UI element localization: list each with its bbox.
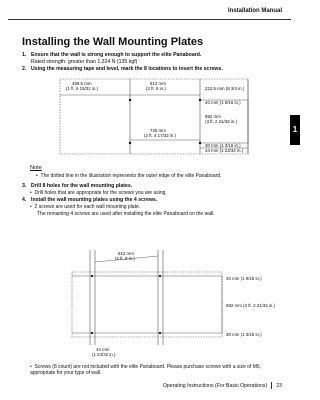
step-3-bullet-text: Drill holes that are appropriate for the screws you are using. xyxy=(34,190,167,196)
dim2-bottom-1: 44 mm xyxy=(96,347,110,352)
bullet-dot: • xyxy=(30,190,35,196)
step-4-text: Install the wall mounting plates using the 4 screws. xyxy=(31,197,158,203)
page-footer xyxy=(163,382,282,389)
dim2-r30: 30 mm (1 3/16 in.) xyxy=(226,332,262,337)
step-4-number: 4. xyxy=(22,197,27,203)
step-3-number: 3. xyxy=(22,183,27,189)
screw-mark xyxy=(91,275,93,277)
step-4-bullet-2-text: The remaining 4 screws are used after installing the elite Panaboard on the wall. xyxy=(37,211,215,217)
screw-mark xyxy=(199,99,201,101)
note-bullet xyxy=(36,173,276,179)
dim-mid-1: 725 mm xyxy=(150,128,166,133)
step-1-sub: Rated strength: greater than 1,324 N (135 kgf) xyxy=(31,58,138,65)
step-4 xyxy=(22,197,157,204)
footer-text: Operating Instructions (For Basic Operations) xyxy=(162,382,268,389)
dim-left-width-1: 469.5 mm xyxy=(72,81,92,86)
mounting-plates-diagram xyxy=(72,250,276,357)
step-4-bullet-1-text: 2 screws are used for each wall mounting plate. xyxy=(34,204,141,210)
manual-header-title: Installation Manual xyxy=(227,8,282,14)
final-bullet xyxy=(30,364,280,377)
dim2-top-2: (2 ft. 8 in.) xyxy=(115,256,135,261)
bullet-dot: • xyxy=(30,204,35,210)
bullet-dot: • xyxy=(30,364,35,370)
note-label: Note xyxy=(30,165,42,171)
dim2-bottom-2: (1 23/32 in.) xyxy=(92,352,116,357)
dim2-r982: 982 mm (3 ft. 2 21/32 in.) xyxy=(226,303,276,308)
bullet-dot: • xyxy=(36,173,41,179)
dim-left-width-2: (1 ft. 6 15/32 in.) xyxy=(66,86,98,91)
dim-top-width-2: (2 ft. 8 in.) xyxy=(146,86,166,91)
note-bullet-text: The dotted line in the illustration represents the outer edge of the elite Panaboard. xyxy=(40,173,222,179)
dim-top-width-1: 813 mm xyxy=(150,81,166,86)
screw-mark xyxy=(129,99,131,101)
step-3-bullet xyxy=(30,190,280,196)
page-number: 23 xyxy=(276,382,282,389)
step-1-text: Ensure that the wall is strong enough to support the elite Panaboard. xyxy=(31,52,202,58)
step-3 xyxy=(22,183,132,190)
section-title: Installing the Wall Mounting Plates xyxy=(22,36,204,48)
footer-separator xyxy=(271,382,272,389)
dim-r982-2: (3 ft. 2 21/32 in.) xyxy=(205,119,237,124)
chapter-tab: 1 xyxy=(290,115,300,145)
dim-r44: 44 mm (1 23/32 in.) xyxy=(205,148,244,153)
step-4-bullet-2 xyxy=(37,211,287,217)
screw-mark xyxy=(91,332,93,334)
dim-r40: 40 mm (1 9/16 in.) xyxy=(205,100,241,105)
step-2-number: 2. xyxy=(22,66,27,72)
screw-mark xyxy=(199,142,201,144)
step-1-number: 1. xyxy=(22,52,27,58)
step-2-text: Using the measuring tape and level, mark the 8 locations to insert the screws. xyxy=(31,66,223,72)
step-4-bullet-1 xyxy=(30,204,280,210)
dim-r982-1: 982 mm xyxy=(205,114,221,119)
dim2-r40: 40 mm (1 9/16 in.) xyxy=(226,276,262,281)
dim-r30: 30 mm (1 3/16 in.) xyxy=(205,143,241,148)
screw-mark xyxy=(129,142,131,144)
screw-mark xyxy=(159,275,161,277)
panaboard-outline-2 xyxy=(72,272,222,337)
dim2-top-1: 813 mm xyxy=(118,251,134,256)
final-bullet-text: Screws (8 count) are not included with the elite Panaboard. Please purchase screws with a size of M6, appropriate for your type of wall. xyxy=(30,364,262,377)
screw-mark xyxy=(159,332,161,334)
step-3-text: Drill 8 holes for the wall mounting plates. xyxy=(31,183,133,189)
dim-mid-2: (2 ft. 4 17/32 in.) xyxy=(144,133,176,138)
dim-right-top: 222.5 mm (8 3/4 in.) xyxy=(205,86,245,91)
